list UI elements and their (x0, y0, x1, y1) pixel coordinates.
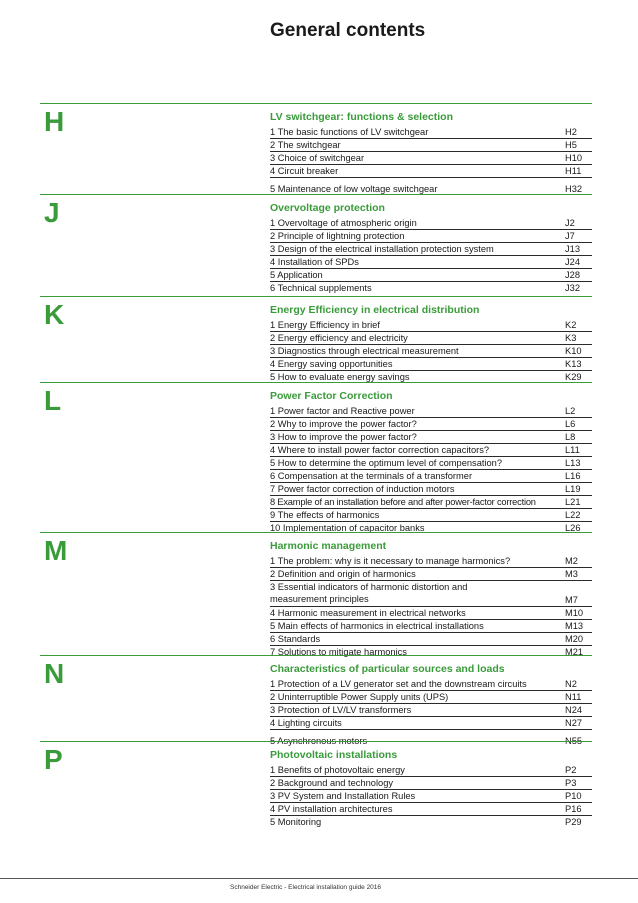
section-letter: J (44, 197, 60, 228)
entry-label: 5 Application (270, 270, 323, 280)
entry-page: M21 (565, 647, 584, 657)
entry-label: 1 Energy Efficiency in brief (270, 320, 380, 330)
footer-divider (0, 878, 638, 879)
entry-label: 1 The problem: why is it necessary to manage harmonics? (270, 556, 511, 566)
toc-entry[interactable] (270, 816, 592, 828)
entry-label: 1 The basic functions of LV switchgear (270, 127, 429, 137)
entry-page: P10 (565, 791, 582, 801)
entry-page: N2 (565, 679, 577, 689)
entry-label: 4 Installation of SPDs (270, 257, 359, 267)
entry-label: 4 PV installation architectures (270, 804, 393, 814)
entry-page: M20 (565, 634, 584, 644)
toc-entry[interactable] (270, 717, 592, 730)
entry-page: P16 (565, 804, 582, 814)
toc-entry[interactable] (270, 470, 592, 483)
toc-entry[interactable] (270, 633, 592, 646)
section-letter: P (44, 744, 63, 775)
entry-label: 3 Essential indicators of harmonic distortion and measurement principles (270, 582, 468, 604)
entry-page: J13 (565, 244, 580, 254)
entry-page: M2 (565, 556, 578, 566)
toc-entry[interactable] (270, 358, 592, 371)
section-title[interactable]: LV switchgear: functions & selection (270, 111, 454, 123)
entry-label: 5 Asynchronous motors (270, 736, 368, 746)
entry-page: M13 (565, 621, 584, 631)
toc-entry[interactable] (270, 418, 592, 431)
toc-entry[interactable] (270, 483, 592, 496)
entry-label: 3 Diagnostics through electrical measurement (270, 346, 459, 356)
entry-page: P29 (565, 817, 582, 827)
entry-label: 9 The effects of harmonics (270, 510, 380, 520)
section-title[interactable]: Harmonic management (270, 540, 387, 552)
entry-label: 4 Energy saving opportunities (270, 359, 393, 369)
entry-label: 6 Compensation at the terminals of a transformer (270, 471, 473, 481)
toc-entry[interactable] (270, 256, 592, 269)
entry-label: 3 Protection of LV/LV transformers (270, 705, 412, 715)
entry-page: H32 (565, 184, 583, 194)
entry-page: N11 (565, 692, 582, 702)
entry-page: H10 (565, 153, 583, 163)
entry-label: 2 Uninterruptible Power Supply units (UPS) (270, 692, 449, 702)
entry-page: K10 (565, 346, 582, 356)
entry-page: K13 (565, 359, 582, 369)
entry-page: K3 (565, 333, 577, 343)
toc-entry[interactable] (270, 269, 592, 282)
toc-entry[interactable] (270, 126, 592, 139)
entry-page: P2 (565, 765, 577, 775)
entry-page: J7 (565, 231, 575, 241)
section-letter: M (44, 535, 68, 566)
entry-label: 4 Lighting circuits (270, 718, 342, 728)
entry-label: 3 Design of the electrical installation protection system (270, 244, 494, 254)
entry-page: M3 (565, 569, 578, 579)
entry-page: M10 (565, 608, 584, 618)
entry-label: 5 Main effects of harmonics in electrical installations (270, 621, 484, 631)
entry-label: 4 Where to install power factor correction capacitors? (270, 445, 490, 455)
toc-entry[interactable] (270, 139, 592, 152)
toc-entry[interactable] (270, 243, 592, 256)
entry-label: 6 Standards (270, 634, 321, 644)
section-title[interactable]: Photovoltaic installations (270, 749, 398, 761)
toc-entry[interactable] (270, 568, 592, 581)
entry-label: 8 Example of an installation before and after power-factor correction (270, 497, 536, 507)
entry-page: J32 (565, 283, 580, 293)
section-k (40, 296, 592, 382)
toc-entry[interactable] (270, 678, 592, 691)
entry-page: N24 (565, 705, 583, 715)
entry-page: K2 (565, 320, 577, 330)
entry-page: K29 (565, 372, 582, 382)
entry-page: L22 (565, 510, 581, 520)
entry-label: 5 How to determine the optimum level of compensation? (270, 458, 503, 468)
section-m (40, 532, 592, 657)
entry-label: 3 PV System and Installation Rules (270, 791, 416, 801)
entry-label: 1 Benefits of photovoltaic energy (270, 765, 405, 775)
toc-entry[interactable] (270, 555, 592, 568)
toc-entry[interactable] (270, 646, 592, 658)
entry-page: J24 (565, 257, 580, 267)
entry-label: 5 How to evaluate energy savings (270, 372, 410, 382)
toc-entry[interactable] (270, 282, 592, 294)
entry-page: P3 (565, 778, 577, 788)
toc-entry[interactable] (270, 496, 592, 509)
toc-entry[interactable] (270, 319, 592, 332)
entry-page: H2 (565, 127, 577, 137)
toc-entry[interactable] (270, 431, 592, 444)
entry-page: J28 (565, 270, 580, 280)
entry-label: 4 Harmonic measurement in electrical networks (270, 608, 466, 618)
page-title: General contents (270, 20, 426, 41)
toc-entry[interactable] (270, 152, 592, 165)
entry-label: 4 Circuit breaker (270, 166, 339, 176)
section-j (40, 194, 592, 293)
entry-page: H11 (565, 166, 582, 176)
entry-label: 1 Protection of a LV generator set and the downstream circuits (270, 679, 527, 689)
toc-entry[interactable] (270, 444, 592, 457)
entry-page: L26 (565, 523, 581, 533)
entry-label: 2 The switchgear (270, 140, 341, 150)
section-title[interactable]: Energy Efficiency in electrical distribution (270, 304, 480, 316)
entry-label: 2 Definition and origin of harmonics (270, 569, 416, 579)
entry-label: 2 Energy efficiency and electricity (270, 333, 408, 343)
entry-page: L6 (565, 419, 576, 429)
toc-entry[interactable] (270, 607, 592, 620)
entry-page: M7 (565, 595, 578, 605)
section-letter: H (44, 106, 65, 137)
section-n (40, 655, 592, 746)
toc-entry[interactable] (270, 704, 592, 717)
entry-label: 7 Power factor correction of induction motors (270, 484, 455, 494)
entry-label: 1 Overvoltage of atmospheric origin (270, 218, 417, 228)
section-h (40, 103, 592, 194)
entry-page: L2 (565, 406, 576, 416)
toc-entry[interactable] (270, 777, 592, 790)
toc-entry[interactable] (270, 405, 592, 418)
entry-page: L19 (565, 484, 581, 494)
entry-label: 7 Solutions to mitigate harmonics (270, 647, 407, 657)
toc-entry[interactable] (270, 790, 592, 803)
section-letter: N (44, 658, 65, 689)
entry-label: 1 Power factor and Reactive power (270, 406, 415, 416)
toc-entry[interactable] (270, 581, 592, 607)
entry-page: J2 (565, 218, 575, 228)
toc-entry[interactable] (270, 230, 592, 243)
entry-label: 2 Why to improve the power factor? (270, 419, 417, 429)
entry-page: L13 (565, 458, 581, 468)
entry-page: L16 (565, 471, 581, 481)
entry-page: N55 (565, 736, 583, 746)
entry-page: L8 (565, 432, 576, 442)
section-l (40, 382, 592, 533)
entry-label: 3 Choice of switchgear (270, 153, 365, 163)
toc-entry[interactable] (270, 803, 592, 816)
toc-entry[interactable] (270, 217, 592, 230)
toc-entry[interactable] (270, 620, 592, 633)
section-letter: K (44, 299, 65, 330)
section-title[interactable]: Power Factor Correction (270, 390, 393, 402)
section-title[interactable]: Overvoltage protection (270, 202, 385, 214)
entry-label: 5 Monitoring (270, 817, 322, 827)
section-title[interactable]: Characteristics of particular sources and loads (270, 663, 505, 675)
toc-entry[interactable] (270, 457, 592, 470)
entry-page: H5 (565, 140, 577, 150)
entry-page: N27 (565, 718, 583, 728)
toc-entry[interactable] (270, 509, 592, 522)
toc-entry[interactable] (270, 165, 592, 178)
entry-label: 3 How to improve the power factor? (270, 432, 417, 442)
entry-page: L21 (565, 497, 581, 507)
toc-entry[interactable] (270, 691, 592, 704)
toc-entry[interactable] (270, 764, 592, 777)
entry-label: 6 Technical supplements (270, 283, 372, 293)
entry-label: 2 Principle of lightning protection (270, 231, 405, 241)
entry-label: 5 Maintenance of low voltage switchgear (270, 184, 438, 194)
toc-entry[interactable] (270, 345, 592, 358)
section-letter: L (44, 385, 62, 416)
entry-label: 2 Background and technology (270, 778, 394, 788)
toc-entry[interactable] (270, 332, 592, 345)
entry-label: 10 Implementation of capacitor banks (270, 523, 425, 533)
entry-page: L11 (565, 445, 580, 455)
footer-text: Schneider Electric - Electrical installation guide 2016 (230, 884, 382, 891)
